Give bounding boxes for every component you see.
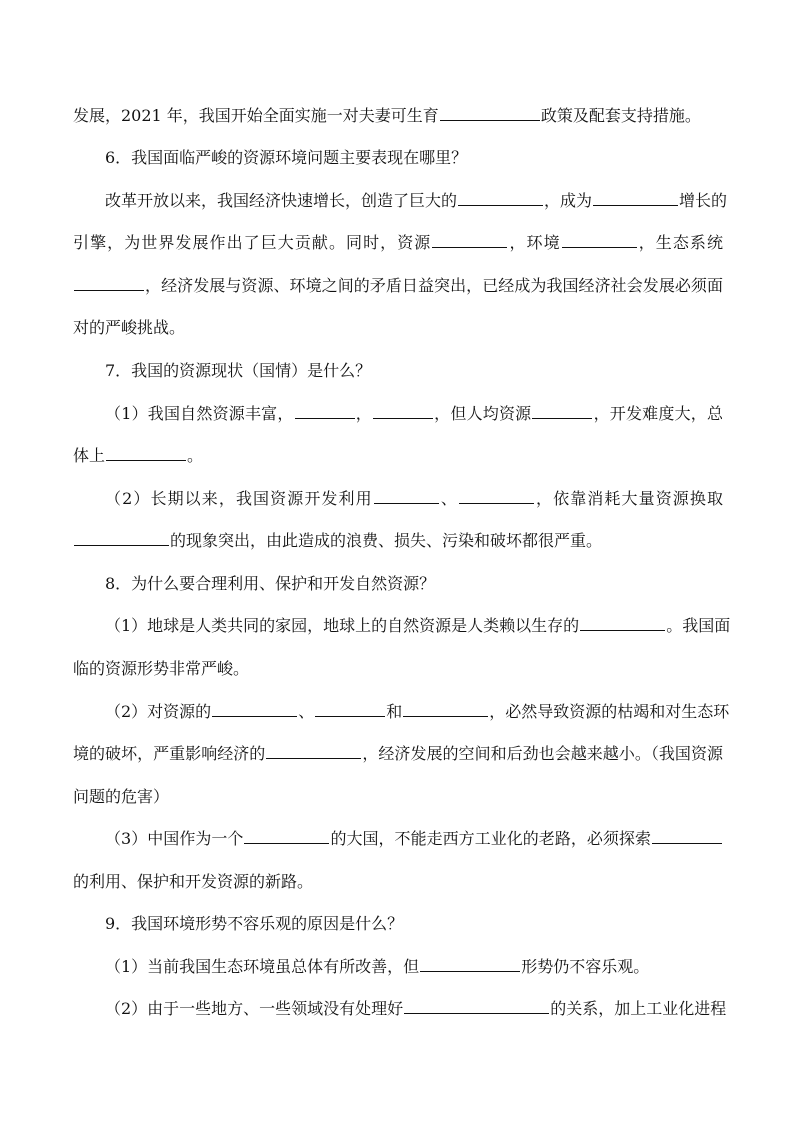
text-line: 临的资源形势非常严峻。 xyxy=(73,659,250,678)
fill-blank xyxy=(440,119,540,121)
text-line: （1）地球是人类共同的家园，地球上的自然资源是人类赖以生存的 。我国面 xyxy=(105,616,731,635)
fill-blank xyxy=(532,417,592,419)
question-heading-9: 9．我国环境形势不容乐观的原因是什么？ xyxy=(105,914,404,933)
text-line: （1）我国自然资源丰富， ， ，但人均资源 ，开发难度大，总 xyxy=(105,404,723,423)
fill-blank xyxy=(580,629,665,631)
text-segment: 发展，2021 年，我国开始全面实施一对夫妻可生育 xyxy=(73,106,439,125)
text-line: ，经济发展与资源、环境之间的矛盾日益突出，已经成为我国经济社会发展必须面 xyxy=(73,276,723,296)
text-line: 引擎，为世界发展作出了巨大贡献。同时，资源 ，环境 ，生态系统 xyxy=(73,233,723,252)
text-line: 的现象突出，由此造成的浪费、损失、污染和破坏都很严重。 xyxy=(73,531,723,551)
fill-blank xyxy=(266,757,361,759)
fill-blank xyxy=(373,417,433,419)
text-line: （2）对资源的 、 和 ，必然导致资源的枯竭和对生态环 xyxy=(105,702,730,721)
text-line: 境的破坏，严重影响经济的 ，经济发展的空间和后劲也会越来越小。（我国资源 xyxy=(73,744,723,763)
fill-blank xyxy=(374,502,439,504)
text-segment: 政策及配套支持措施。 xyxy=(540,106,701,125)
question-heading-8: 8．为什么要合理利用、保护和开发自然资源？ xyxy=(105,574,436,593)
text-line: 改革开放以来，我国经济快速增长，创造了巨大的 ，成为 增长的 xyxy=(105,191,728,210)
fill-blank xyxy=(652,842,722,844)
text-line: （1）当前我国生态环境虽总体有所改善，但 形势仍不容乐观。 xyxy=(105,957,650,976)
text-line xyxy=(73,106,723,126)
fill-blank xyxy=(404,1012,549,1014)
question-heading-7: 7．我国的资源现状（国情）是什么？ xyxy=(105,361,372,380)
fill-blank xyxy=(74,544,169,546)
question-heading-6: 6．我国面临严峻的资源环境问题主要表现在哪里？ xyxy=(105,148,468,167)
text-line: 问题的危害） xyxy=(73,787,170,806)
fill-blank xyxy=(562,246,637,248)
fill-blank xyxy=(593,204,678,206)
fill-blank xyxy=(295,417,355,419)
text-line: （2）长期以来，我国资源开发利用 、 ，依靠消耗大量资源换取 xyxy=(105,489,723,508)
fill-blank xyxy=(432,246,507,248)
fill-blank xyxy=(106,459,186,461)
text-line: 对的严峻挑战。 xyxy=(73,318,186,337)
text-line: 的利用、保护和开发资源的新路。 xyxy=(73,872,314,891)
text-line: 体上 。 xyxy=(73,446,204,465)
fill-blank xyxy=(212,715,297,717)
fill-blank xyxy=(244,842,329,844)
text-line: （2）由于一些地方、一些领域没有处理好 的关系，加上工业化进程 xyxy=(105,999,727,1018)
fill-blank xyxy=(420,970,520,972)
fill-blank xyxy=(458,204,543,206)
fill-blank xyxy=(315,715,385,717)
text-line: （3）中国作为一个 的大国，不能走西方工业化的老路，必须探索 xyxy=(105,829,723,849)
fill-blank xyxy=(459,502,534,504)
fill-blank xyxy=(74,289,144,291)
fill-blank xyxy=(403,715,488,717)
